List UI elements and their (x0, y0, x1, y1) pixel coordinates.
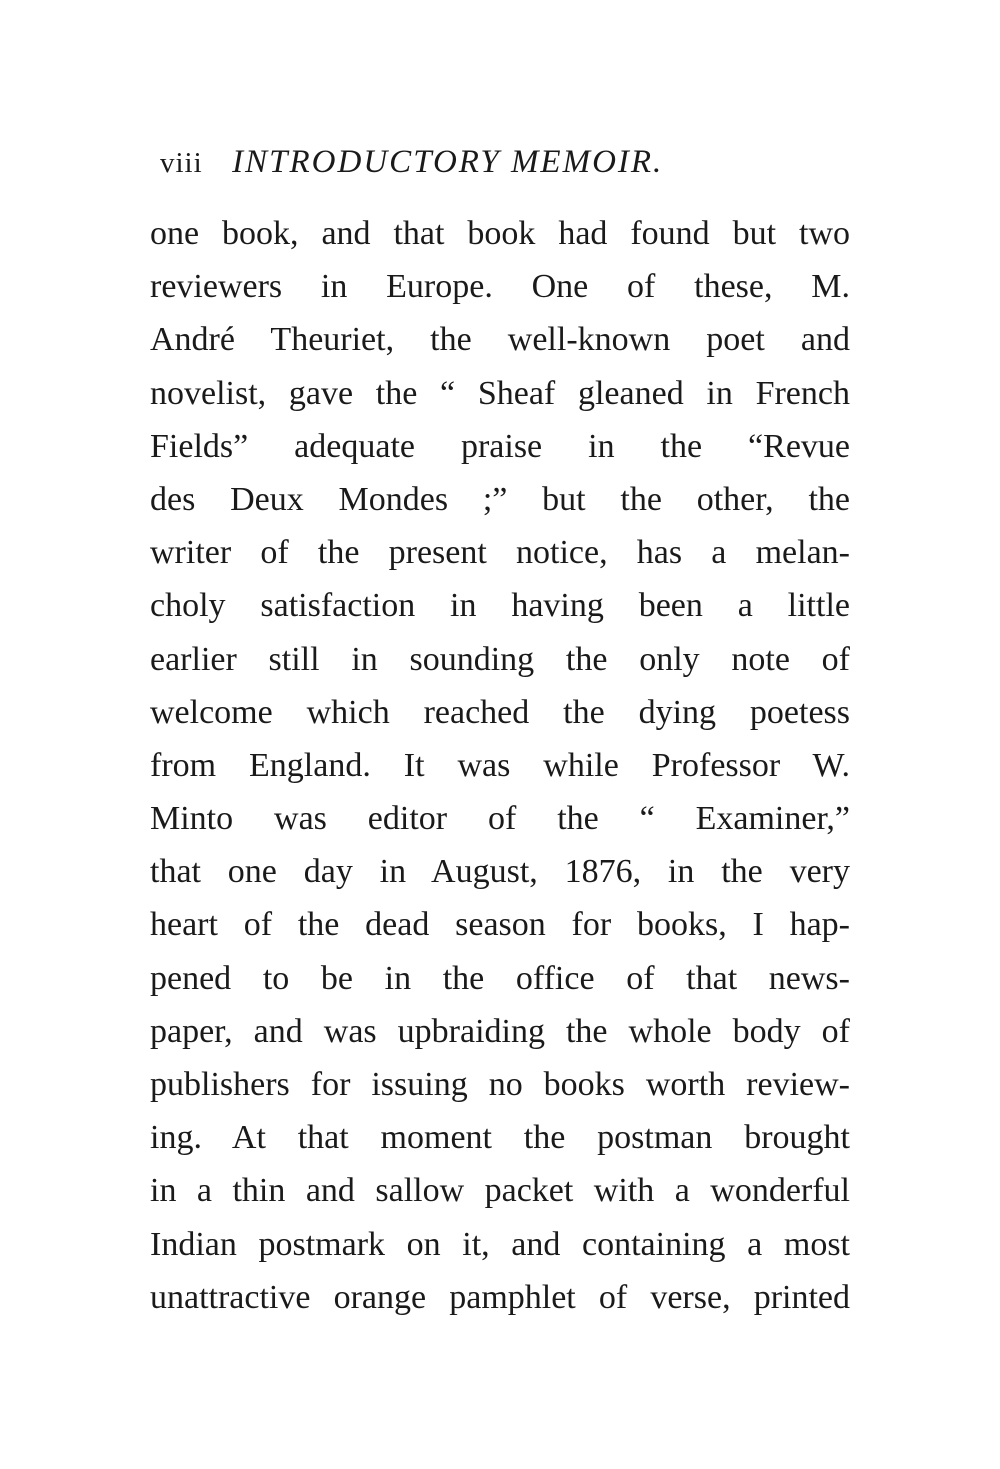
text-line: paper, and was upbraiding the whole body of (150, 1012, 850, 1050)
text-line: publishers for issuing no books worth review- (150, 1066, 850, 1103)
text-line: earlier still in sounding the only note of (150, 640, 850, 678)
text-line: Minto was editor of the “ Examiner,” (150, 800, 850, 838)
text-line: novelist, gave the “ Sheaf gleaned in French (150, 374, 850, 412)
running-head (160, 142, 663, 182)
text-line: choly satisfaction in having been a little (150, 587, 850, 625)
page-number: viii (160, 147, 203, 179)
text-line: des Deux Mondes ;” but the other, the (150, 480, 850, 518)
text-line: welcome which reached the dying poetess (150, 693, 850, 731)
running-title: INTRODUCTORY MEMOIR. (232, 144, 664, 180)
text-line: Fields” adequate praise in the “Revue (150, 427, 850, 465)
text-line: that one day in August, 1876, in the very (150, 853, 850, 891)
body-text (150, 207, 850, 1324)
text-line: Indian postmark on it, and containing a most (150, 1225, 850, 1263)
text-line: from England. It was while Professor W. (150, 746, 850, 784)
text-line: heart of the dead season for books, I hap- (150, 906, 850, 944)
text-line: unattractive orange pamphlet of verse, printed (150, 1278, 850, 1316)
text-line: André Theuriet, the well-known poet and (150, 321, 850, 359)
text-line: reviewers in Europe. One of these, M. (150, 268, 850, 306)
text-line: pened to be in the office of that news- (150, 959, 850, 997)
text-line: ing. At that moment the postman brought (150, 1119, 850, 1157)
text-line: in a thin and sallow packet with a wonderful (150, 1172, 850, 1210)
text-line: one book, and that book had found but two (150, 215, 850, 252)
text-line: writer of the present notice, has a melan- (150, 534, 850, 572)
